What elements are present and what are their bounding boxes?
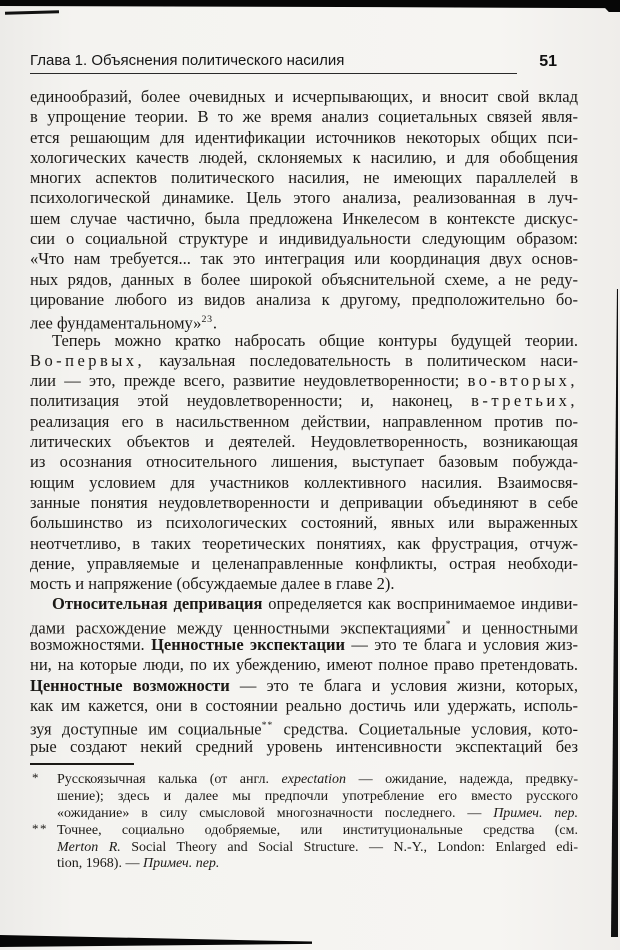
text-segment: в упрощение теории. В то же время анализ социетальных связей явля- xyxy=(30,107,578,127)
text-segment: 23 xyxy=(201,314,213,326)
text-line xyxy=(30,473,578,493)
text-segment: средства. Социетальные условия, кото- xyxy=(273,719,578,739)
text-segment: каузальная последовательность в политическом наси- xyxy=(145,350,578,370)
footnote xyxy=(30,772,578,823)
text-line xyxy=(30,452,578,472)
text-segment: дами расхождение между ценностными экспектациями xyxy=(30,618,446,638)
text-segment: литических объектов и деятелей. Неудовлетворенность, возникающая xyxy=(30,432,578,452)
text-segment: лии — это, прежде всего, развитие неудовлетворенности; xyxy=(30,371,468,391)
text-segment: как им кажется, они в состоянии реально достичь или удержать, исполь- xyxy=(30,695,578,715)
paragraph xyxy=(30,331,578,595)
text-line xyxy=(30,635,578,655)
text-segment: занные понятия неудовлетворенности и депривации объединяют в себе xyxy=(30,492,578,512)
text-line xyxy=(30,148,578,168)
text-segment: психологической динамике. Цель этого анализа, реализованная в луч- xyxy=(30,188,578,208)
text-segment: ных рядов, данных в более широкой объяснительной схеме, а не реду- xyxy=(30,269,578,289)
text-segment: в-третьих, xyxy=(471,391,578,411)
text-line xyxy=(57,856,578,873)
text-segment: Ценностные возможности xyxy=(30,675,230,695)
text-line xyxy=(30,716,578,739)
text-line xyxy=(30,412,578,432)
text-segment: expectation xyxy=(281,772,347,787)
text-line xyxy=(30,513,578,533)
text-segment: цирование любого из видов анализа к другому, предположительно бо- xyxy=(30,289,578,309)
text-segment: «ожидание» в силу смысловой многозначности последнего. — xyxy=(57,805,494,821)
text-line xyxy=(30,432,578,452)
text-segment: Теперь можно кратко набросать общие контуры будущей теории. xyxy=(52,330,578,350)
text-segment: многих аспектов политического насилия, не имеющих параллелей в xyxy=(30,168,578,188)
text-line xyxy=(30,270,578,290)
scan-artifact-top-bar xyxy=(0,0,620,12)
text-segment: политизация этой неудовлетворенности; и, наконец, xyxy=(30,391,472,411)
page-header xyxy=(30,53,557,74)
text-line xyxy=(57,840,578,857)
text-line xyxy=(30,290,578,310)
text-segment: шение); здесь и далее мы предпочли употребление его вместо русского xyxy=(57,788,578,804)
text-line xyxy=(30,371,578,391)
text-line xyxy=(30,655,578,675)
text-segment: лее фундаментальному» xyxy=(30,313,202,333)
text-segment: Ценностные экспектации xyxy=(151,635,345,655)
text-line xyxy=(30,209,578,229)
text-segment: и ценностными xyxy=(451,618,578,638)
text-segment: Русскоязычная калька (от англ. xyxy=(57,772,282,787)
text-segment: ется решающим для идентификации источников некоторых общих пси- xyxy=(30,127,578,147)
footnote xyxy=(30,820,578,874)
text-segment: * xyxy=(445,618,452,630)
paragraph xyxy=(30,87,578,331)
text-segment: хологических качеств людей, склоняемых к насилию, и для обобщения xyxy=(30,147,578,167)
text-segment: Merton R. xyxy=(57,839,121,855)
text-line xyxy=(30,615,578,638)
text-line xyxy=(30,188,578,208)
text-segment: ** xyxy=(261,720,274,732)
text-line xyxy=(30,87,578,107)
text-segment: во-вторых, xyxy=(467,371,578,391)
text-segment: большинство из психологических состояний, явных или выраженных xyxy=(30,513,578,533)
text-line xyxy=(30,168,578,188)
text-line xyxy=(30,128,578,148)
text-line xyxy=(30,534,578,554)
text-line xyxy=(30,249,578,269)
text-segment: Примеч. пер. xyxy=(493,805,578,821)
text-segment: сии о социальной структуре и индивидуальности следующим образом: xyxy=(30,229,578,249)
text-line xyxy=(30,554,578,574)
text-line xyxy=(30,391,578,411)
text-line xyxy=(30,493,578,513)
body-text xyxy=(30,87,578,757)
footnote-separator xyxy=(30,763,134,765)
text-segment: возможностями. xyxy=(30,635,152,655)
text-segment: неотчетливо, в таких теоретических понятиях, как фрустрация, отчуж- xyxy=(30,533,578,553)
text-segment: рые создают некий средний уровень интенсивности экспектаций без xyxy=(30,736,578,756)
text-segment: из осознания относительного лишения, выступает базовым побужда- xyxy=(30,452,578,472)
text-segment: Точнее, социально одобряемые, или институциональные средства (см. xyxy=(57,822,578,838)
text-segment: tion, 1968). — xyxy=(57,856,143,872)
text-segment: реализация его в насильственном действии, направленном против по- xyxy=(30,411,578,431)
text-line xyxy=(57,772,578,789)
text-line xyxy=(30,676,578,696)
text-segment: мость и напряжение (обсуждаемые далее в главе 2). xyxy=(30,574,395,594)
text-segment: шем случае частично, была предложена Инкелесом в контексте дискус- xyxy=(30,208,578,228)
paragraph xyxy=(30,594,578,756)
scan-artifact-spine-edge xyxy=(611,289,618,937)
text-segment: . xyxy=(212,313,218,333)
scan-artifact-left-mark xyxy=(5,10,59,14)
text-line xyxy=(57,806,578,823)
text-line xyxy=(30,107,578,127)
text-segment: ни, на которые люди, по их убеждению, имеют полное право претендовать. xyxy=(30,655,578,675)
text-segment: ющим условием для участников коллективного насилия. Взаимосвя- xyxy=(30,472,578,492)
footnote-marker: * xyxy=(32,770,40,785)
text-segment: зуя доступные им социальные xyxy=(30,719,262,739)
text-line xyxy=(30,737,578,757)
text-segment: «Что нам требуется... так это интеграция или координация двух основ- xyxy=(30,249,578,269)
text-segment: единообразий, более очевидных и исчерпывающих, и вносит свой вклад xyxy=(30,87,578,106)
footnote-marker: ** xyxy=(32,820,48,836)
text-line xyxy=(30,696,578,716)
scan-artifact-bottom-bar xyxy=(0,934,312,947)
text-line xyxy=(30,310,578,333)
page-number: 51 xyxy=(539,53,557,70)
text-line xyxy=(57,823,578,840)
running-title: Глава 1. Объяснения политического насилия xyxy=(30,53,517,74)
text-segment: определяется как воспринимаемое индиви- xyxy=(262,594,578,614)
text-segment: — это те блага и условия жиз- xyxy=(345,635,579,655)
text-segment: Примеч. пер. xyxy=(142,856,220,872)
text-line xyxy=(57,789,578,806)
text-line xyxy=(30,574,578,594)
text-segment: — это те блага и условия жизни, которых, xyxy=(229,675,578,695)
text-line xyxy=(30,594,578,614)
text-segment: Во-первых, xyxy=(30,350,146,370)
text-line xyxy=(30,229,578,249)
text-segment: — ожидание, надежда, предвку- xyxy=(346,772,578,787)
text-line xyxy=(30,331,578,351)
text-segment: Social Theory and Social Structure. — N.-Y., London: Enlarged edi- xyxy=(120,839,578,855)
footnotes xyxy=(30,772,578,873)
text-segment: Относительная депривация xyxy=(52,594,263,614)
text-line xyxy=(30,351,578,371)
text-segment: дение, управляемые и целенаправленные конфликты, острая необходи- xyxy=(30,553,578,573)
